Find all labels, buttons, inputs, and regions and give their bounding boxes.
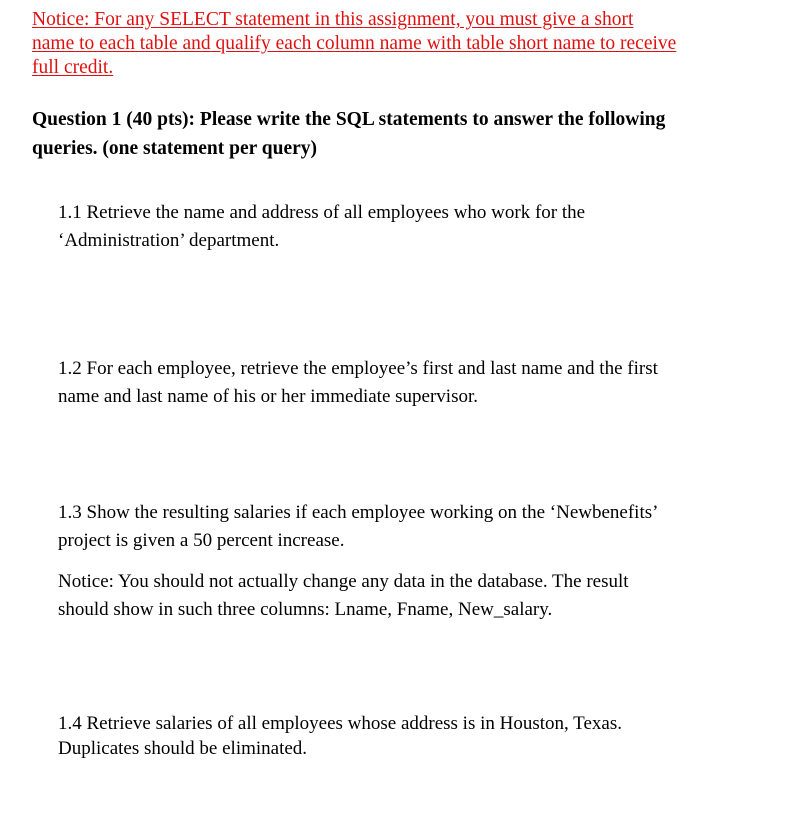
query-item-1-2 — [58, 355, 758, 411]
credit-notice — [32, 8, 772, 80]
query-notice-line: Notice: You should not actually change any data in the database. The result — [58, 571, 629, 592]
query-text-line: ‘Administration’ department. — [58, 230, 280, 251]
question-heading-line: Question 1 (40 pts): Please write the SQL statements to answer the following — [32, 109, 666, 130]
query-text-line: 1.4 Retrieve salaries of all employees whose address is in Houston, Texas. — [58, 713, 622, 734]
query-text-line: Duplicates should be eliminated. — [58, 738, 308, 759]
question-heading — [32, 105, 772, 163]
question-heading-line: queries. (one statement per query) — [32, 138, 318, 159]
query-1-3-notice — [58, 568, 758, 624]
query-notice-line: should show in such three columns: Lname, Fname, New_salary. — [58, 599, 553, 620]
query-item-1-3 — [58, 499, 758, 555]
query-text-line: project is given a 50 percent increase. — [58, 530, 345, 551]
query-item-1-4 — [58, 711, 758, 761]
query-item-1-1 — [58, 199, 758, 255]
query-text-line: 1.3 Show the resulting salaries if each employee working on the ‘Newbenefits’ — [58, 502, 659, 523]
credit-notice-line: name to each table and qualify each column name with table short name to receive — [32, 33, 677, 54]
query-text-line: 1.2 For each employee, retrieve the employee’s first and last name and the first — [58, 358, 658, 379]
credit-notice-line: full credit. — [32, 57, 114, 78]
credit-notice-line: Notice: For any SELECT statement in this assignment, you must give a short — [32, 9, 634, 30]
query-text-line: 1.1 Retrieve the name and address of all employees who work for the — [58, 202, 586, 223]
query-text-line: name and last name of his or her immediate supervisor. — [58, 386, 478, 407]
